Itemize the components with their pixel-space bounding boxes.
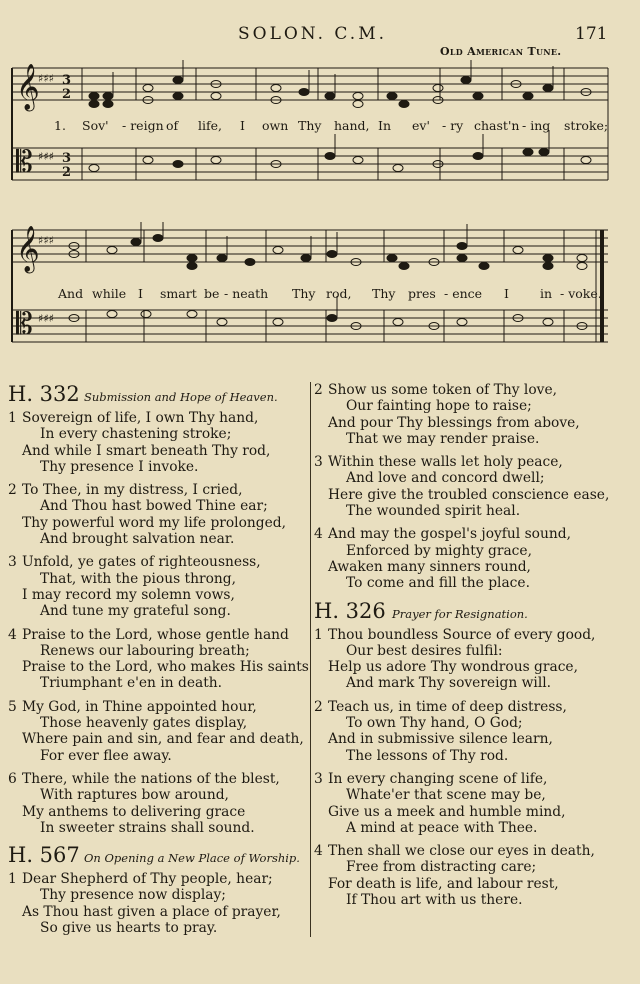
lyric-syllable: I (138, 286, 143, 301)
stanza-number: 2 (314, 382, 323, 398)
stanza-number: 1 (8, 871, 17, 888)
stanza-number: 3 (314, 770, 323, 787)
stanza (314, 843, 614, 908)
lyric-syllable: In (378, 118, 391, 133)
stanza (314, 699, 614, 764)
verse-line: That we may render praise. (346, 430, 540, 447)
lyrics-line-1 (8, 118, 616, 136)
verse-line: Then shall we close our eyes in death, (328, 843, 595, 860)
lyric-syllable: Thy (372, 286, 396, 301)
verse-line: Whate'er that scene may be, (346, 787, 546, 804)
lyric-syllable: 1. (54, 118, 66, 133)
stanza (8, 699, 308, 764)
stanza-number: 4 (314, 526, 323, 543)
verse-line: And while I smart beneath Thy rod, (22, 442, 271, 459)
stanza (8, 627, 308, 692)
stanza (314, 382, 614, 447)
lyric-syllable: - ing (522, 118, 551, 133)
hymn-number: H. 326 (314, 598, 386, 623)
lyric-syllable: - ence (444, 286, 483, 301)
hymn-number: H. 567 (8, 843, 80, 868)
svg-text:𝄞: 𝄞 (16, 226, 40, 272)
verse-line: Thy powerful word my life prolonged, (22, 514, 286, 531)
lyric-syllable: ev' (412, 118, 430, 133)
stanza-number: 3 (314, 454, 323, 471)
hymn-heading (314, 599, 614, 627)
verse-line: And in submissive silence learn, (328, 731, 553, 748)
verse-line: My God, in Thine appointed hour, (22, 698, 257, 715)
lyric-syllable: in (540, 286, 553, 301)
verse-line: That, with the pious throng, (40, 570, 236, 587)
lyric-syllable: I (504, 286, 509, 301)
stanza (8, 871, 308, 936)
hymn-heading (8, 382, 308, 410)
lyric-syllable: own (262, 118, 289, 133)
verse-line: The lessons of Thy rod. (346, 747, 509, 764)
music-system-1 (8, 60, 616, 192)
svg-text:3: 3 (62, 151, 72, 166)
svg-text:3: 3 (62, 73, 72, 88)
stanza-number: 3 (8, 554, 17, 571)
lyric-syllable: - reign (122, 118, 164, 133)
music-system-2 (8, 222, 616, 354)
verse-line: As Thou hast given a place of prayer, (22, 903, 281, 920)
lyric-syllable: - ry (442, 118, 464, 133)
stanza-number: 4 (314, 843, 323, 860)
tune-source: Old American Tune. (440, 45, 562, 58)
lyric-syllable: pres (408, 286, 436, 301)
verse-line: Awaken many sinners round, (328, 558, 531, 575)
lyric-syllable: smart (160, 286, 197, 301)
verse-line: Thy presence now display; (40, 887, 226, 904)
stanza (314, 627, 614, 692)
lyric-syllable: - voke. (560, 286, 602, 301)
right-column (314, 382, 614, 915)
verse-line: There, while the nations of the blest, (22, 770, 280, 787)
verse-line: To Thee, in my distress, I cried, (22, 482, 243, 499)
svg-text:𝄞: 𝄞 (16, 64, 40, 110)
verse-line: For death is life, and labour rest, (328, 875, 559, 892)
lyric-syllable: I (240, 118, 245, 133)
stanza-number: 2 (314, 698, 323, 715)
verse-line: In every changing scene of life, (328, 770, 548, 787)
verse-line: Help us adore Thy wondrous grace, (328, 659, 578, 676)
verse-line: And brought salvation near. (40, 531, 235, 548)
svg-text:𝄡: 𝄡 (16, 145, 33, 180)
lyric-syllable: rod, (326, 286, 352, 301)
verse-line: Unfold, ye gates of righteousness, (22, 554, 261, 571)
page-header (0, 0, 640, 60)
stanza (314, 526, 614, 591)
svg-text:2: 2 (62, 87, 72, 102)
lyric-syllable: life, (198, 118, 222, 133)
svg-text:♯♯♯: ♯♯♯ (38, 150, 54, 163)
verse-line: In sweeter strains shall sound. (40, 819, 255, 836)
verse-line: Praise to the Lord, who makes His saints (22, 659, 309, 676)
lyric-syllable: of (166, 118, 179, 133)
svg-text:♯♯♯: ♯♯♯ (38, 312, 54, 325)
verse-line: A mind at peace with Thee. (346, 819, 538, 836)
verse-line: And love and concord dwell; (346, 470, 545, 487)
lyric-syllable: Thy (298, 118, 322, 133)
verse-line: Thy presence I invoke. (40, 458, 199, 475)
verse-line: Give us a meek and humble mind, (328, 803, 566, 820)
stanza-number: 1 (314, 626, 323, 643)
hymn-heading (8, 843, 308, 871)
verse-line: Our best desires fulfil: (346, 642, 503, 659)
verse-line: To own Thy hand, O God; (346, 715, 523, 732)
verse-line: And Thou hast bowed Thine ear; (40, 498, 268, 515)
verse-line: Praise to the Lord, whose gentle hand (22, 626, 289, 643)
lyric-syllable: be (204, 286, 220, 301)
verse-line: And tune my grateful song. (40, 603, 231, 620)
left-column (8, 382, 308, 943)
verse-line: My anthems to delivering grace (22, 803, 246, 820)
lyric-syllable: Thy (292, 286, 316, 301)
lyrics-line-2 (8, 286, 616, 304)
verse-line: I may record my solemn vows, (22, 586, 235, 603)
lyric-syllable: - neath (224, 286, 269, 301)
lyric-syllable: chast'n (474, 118, 520, 133)
stanza-number: 6 (8, 770, 17, 787)
hymn-title: Prayer for Resignation. (392, 606, 528, 621)
stanza-number: 2 (8, 482, 17, 499)
verse-line: Renews our labouring breath; (40, 642, 250, 659)
verse-line: Those heavenly gates display, (40, 715, 248, 732)
svg-text:♯♯♯: ♯♯♯ (38, 72, 54, 85)
stanza (8, 771, 308, 836)
lyric-syllable: Sov' (82, 118, 109, 133)
verse-line: And may the gospel's joyful sound, (328, 526, 571, 543)
hymn-title: On Opening a New Place of Worship. (84, 851, 300, 866)
verse-line: For ever flee away. (40, 747, 172, 764)
verse-line: If Thou art with us there. (346, 892, 523, 909)
verse-line: Our fainting hope to raise; (346, 398, 532, 415)
page-number: 171 (575, 24, 608, 44)
svg-text:♯♯♯: ♯♯♯ (38, 234, 54, 247)
verse-line: Here give the troubled conscience ease, (328, 486, 610, 503)
verse-line: Dear Shepherd of Thy people, hear; (22, 871, 273, 888)
stanza-number: 5 (8, 698, 17, 715)
verse-line: Sovereign of life, I own Thy hand, (22, 410, 259, 426)
stanza (8, 410, 308, 475)
verse-line: Triumphant e'en in death. (40, 675, 223, 692)
stanza (314, 771, 614, 836)
stanza (314, 454, 614, 519)
lyric-syllable: And (58, 286, 84, 301)
verse-line: And pour Thy blessings from above, (328, 414, 580, 431)
verse-line: Free from distracting care; (346, 859, 537, 876)
verse-line: With raptures bow around, (40, 787, 229, 804)
stanza-number: 1 (8, 410, 17, 426)
verse-line: To come and fill the place. (346, 575, 530, 592)
lyric-syllable: stroke; (564, 118, 609, 133)
verse-line: So give us hearts to pray. (40, 920, 218, 937)
verse-line: In every chastening stroke; (40, 426, 232, 443)
verse-line: Teach us, in time of deep distress, (328, 698, 567, 715)
svg-text:2: 2 (62, 165, 72, 180)
lyric-syllable: while (92, 286, 127, 301)
hymn-title: Submission and Hope of Heaven. (84, 390, 278, 404)
verse-line: Show us some token of Thy love, (328, 382, 557, 398)
lyric-syllable: hand, (334, 118, 370, 133)
verse-line: Thou boundless Source of every good, (328, 626, 596, 643)
verse-line: And mark Thy sovereign will. (346, 675, 552, 692)
tune-title: SOLON. C.M. (238, 24, 388, 44)
verse-line: Within these walls let holy peace, (328, 454, 563, 471)
stanza (8, 554, 308, 619)
stanza (8, 482, 308, 547)
stanza-number: 4 (8, 626, 17, 643)
verse-line: Enforced by mighty grace, (346, 542, 532, 559)
hymn-number: H. 332 (8, 382, 80, 406)
svg-text:𝄡: 𝄡 (16, 307, 33, 342)
verse-line: Where pain and sin, and fear and death, (22, 731, 304, 748)
verse-line: The wounded spirit heal. (346, 503, 521, 520)
column-divider (310, 382, 311, 937)
